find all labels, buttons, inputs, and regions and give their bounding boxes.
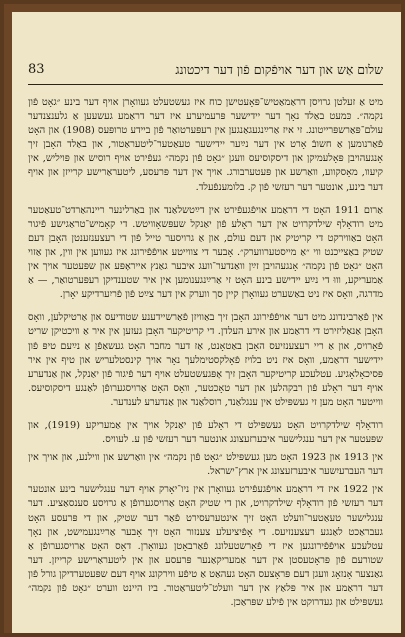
page-number: 83 xyxy=(28,62,45,77)
running-title: שלום אַש און דער אויפֿקום פֿון דער דיכטונג xyxy=(175,62,383,77)
paragraph: אין פֿאַרבינדונג מיט דער אויפֿפֿירונג האָבן זיך באַוויזן פֿאַרשיידענע שטודיעס און אַרטיקלען, וואָס האָבן אַנאַליזירט די דראַמע און אירע העלדן. די קריטיקער האָבן געזען אין איר אַ וויכטיקן שריט פֿאָרויס, און אַ ריי רעצענזיעס האָבן באַטאָנט, אַז דער מחבר האָט געשאַפֿן אַ נײַעם טיפּ פֿון יידישער דראַמע, וואָס איז ניט בלויז פֿאָלקסטימלעך נאָר אויך קינסטלעריש און טיף אין איר פּסיכאָלאָגיע. עטלעכע קריטיקער האָבן זיך אָפּגעשטעלט אויף דער פֿיגור פֿון יאַנקל, און אַנדערע אויף דער ראָלע פֿון רבקהלען און דער טאָכטער, וואָס האָט אַרויסגערופֿן לאַנגע דיסקוסיעס. ווייטער האָט מען זי געשפּילט אין ענגלאַנד, רוסלאַנד און אַנדערע לענדער. xyxy=(28,312,383,408)
paragraph: אַרום 1911 האָט די דראַמע אויפֿגעפֿירט אין דײַטשלאַנד און באַרלינער ריינהאַרדט־טעאַטער מיט רודאָלף שילדקרויט אין דער ראָלע פֿון יאַנקל שעפּשאָוויטש. די קאָמיש־טראַגישע פֿיגור האָט באַווירקט די קריטיק און דעם עולם, און אַ גרויסער טייל פֿון די רעצענזענטן האָבן דעם שטיק באַצייכנט ווי ״אַ מייסטערווערק״. אָבער די צווייטע אויפֿפֿירונג איז געווען אין ווין, און אַזוי האָט ״גאָט פֿון נקמה״ אָנגעהויבן זײַן וואַנדער־וועג איבער גאַנץ אייראָפּע און שפּעטער אויך אין אַמעריקע, וווּ די נײַע יידישע בינע האָט זי אַרײַנגענומען אין איר שטענדיקן רעפּערטואַר, — אַ מדרגה, וואָס איז ניט באַשערט געוואָרן קיין סך ווערק אין דער צײַט פֿון פֿריִערדיקע יאָרן. xyxy=(28,204,383,301)
paragraph: אין 1922 איז די דראַמע אויפֿגעפֿירט געוואָרן אין ניו־יאָרק אויף דער ענגלישער בינע אונטער דער רעזשי פֿון רודאָלף שילדקרויט, און די שטיק האָט אַרויסגערופֿן אַ גרויסע סענסאַציע. דער ענגלישער טעאַטער־וועלט האָט זיך אינטערעסירט פֿאַר דער שטיק, און די פּרעסע האָט געבראַכט לאַנגע רעצענזיעס. די אָפֿיציעלע צענזור האָט זיך אָבער אַרײַנגעמישט, און נאָך עטלעכע אויפֿפֿירונגען איז די פֿאָרשטעלונג פֿאַרבאָטן געוואָרן. דאָס האָט אַרויסגערופֿן אַ שטורעם פֿון פּראָטעסטן אין דער אַמעריקאַנער פּרעסע און אין ליטעראַרישע קרייזן. דער גאַנצער אָנזאָג וועגן דעם פּראָצעס האָט געהאַט אַ טיפֿע ווירקונג אויף דעם שפּעטערדיקן גורל פֿון דער דראַמע און איר פּלאַץ אין דער וועלט־ליטעראַטור. ביז היינט ווערט ״גאָט פֿון נקמה״ געשפּילט און געדרוקט אין פֿילע שפּראַכן. xyxy=(28,484,384,609)
page-header xyxy=(28,62,383,85)
paragraph: רודאָלף שילדקרויט האָט געשפּילט די ראָלע פֿון יאַנקל אויך אין אַמעריקע (1919), און שפּעטער אין דער ענגלישער איבערזעצונג אונטער דער רעזשי פֿון ע. לעוויס. xyxy=(28,419,383,446)
paragraph: מיט אַ זעלטן גרויסן דראַמאַטיש־פּאָעטישן כוח איז געשטעלט געוואָרן אויף דער בינע ״גאָט פֿון נקמה״. כּמעט באַלד נאָך דער יידישער פּרעמיערע איז דער דראַמע געשעען אַ גלענצנדער עולם־פּאַרשפּרייטונג. זי איז אַרײַנגעגאַנגען אין רעפּערטואַר פֿון ביידע טרופּעס (1908) און האָט פֿאַרנומען אַ חשובֿ אָרט אין דער נײַער יידישער טעאַטער־ליטעראַטור, און באַלד האָבן זיך אָנגעהויבן פּאָלעמיקן און דיסקוסיעס וועגן ״גאָט פֿון נקמה״ געפֿירט אויף רוסיש און פּויליש, אין קיעוו, מאָסקווע, וואַרשע און פּעטערבורג. אויך אין דער פּרעסע, ליטעראַרישע קרייזן און אויף דער בינע, אונטער דער רעזשי פֿון ק. בלומענפֿעלד. xyxy=(28,97,384,193)
page-body xyxy=(28,96,383,619)
paragraph: אין 1913 און 1923 האָט מען געשפּילט ״גאָט פֿון נקמה״ אין וואַרשע און ווילנע, און אויך אין דער העברעיִשער איבערזעצונג אין ארץ־ישראל. xyxy=(28,452,384,478)
